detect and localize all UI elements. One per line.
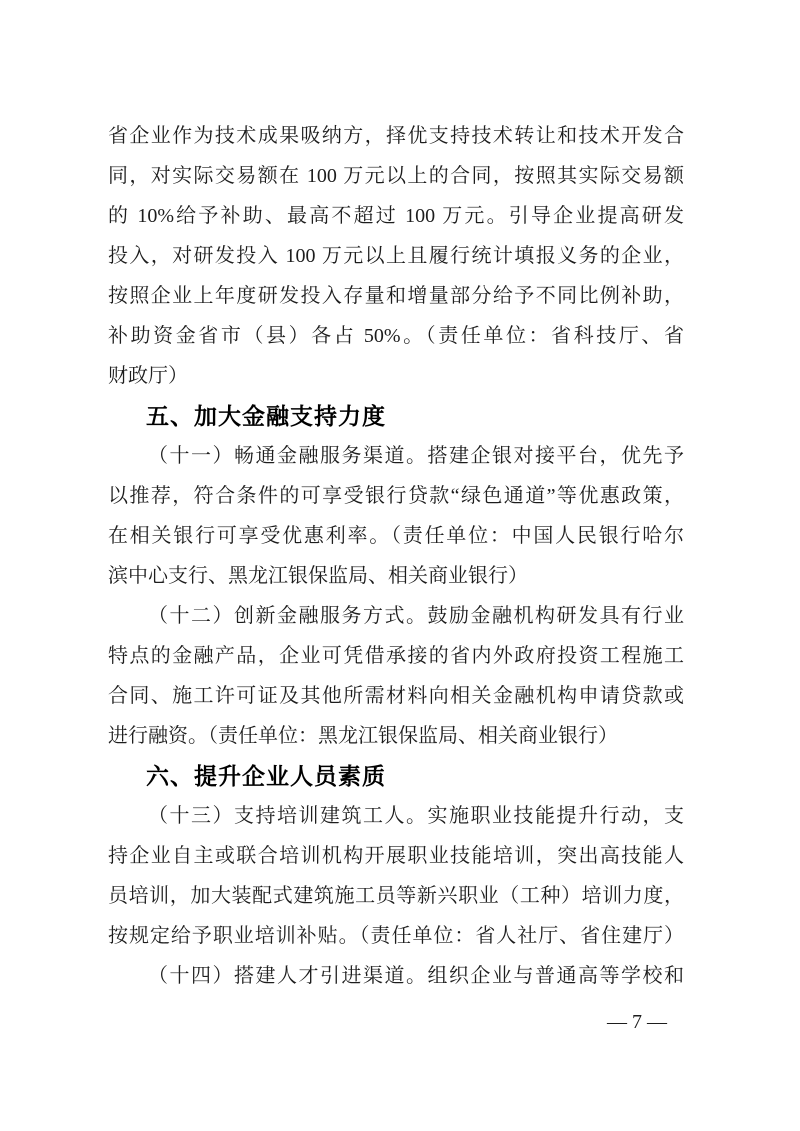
section-heading: 五、加大金融支持力度 (146, 403, 386, 429)
text-line: （十三）支持培训建筑工人。实施职业技能提升行动，支 (148, 805, 684, 827)
body-paragraph (108, 956, 684, 996)
text-line: 以推荐，符合条件的可享受银行贷款“绿色通道”等优惠政策， (108, 485, 684, 507)
text-line: 合同、施工许可证及其他所需材料向相关金融机构申请贷款或 (108, 685, 684, 707)
body-paragraph (108, 116, 684, 396)
text-line: 补助资金省市（县）各占 50%。（责任单位：省科技厅、省 (108, 325, 684, 347)
text-line: 的 10%给予补助、最高不超过 100 万元。引导企业提高研发 (108, 205, 684, 227)
text-line: 财政厅） (108, 365, 188, 387)
text-line: （十二）创新金融服务方式。鼓励金融机构研发具有行业 (148, 605, 684, 627)
text-line: 同，对实际交易额在 100 万元以上的合同，按照其实际交易额 (108, 165, 684, 187)
text-line: （十四）搭建人才引进渠道。组织企业与普通高等学校和 (148, 965, 684, 987)
text-line: 在相关银行可享受优惠利率。（责任单位：中国人民银行哈尔 (108, 525, 684, 547)
text-line: 进行融资。（责任单位：黑龙江银保监局、相关商业银行） (108, 725, 618, 747)
text-line: 特点的金融产品，企业可凭借承接的省内外政府投资工程施工 (108, 645, 684, 667)
text-line: 滨中心支行、黑龙江银保监局、相关商业银行） (108, 565, 528, 587)
body-paragraph (108, 796, 684, 956)
text-line: 投入，对研发投入 100 万元以上且履行统计填报义务的企业， (108, 245, 684, 267)
body-paragraph (108, 436, 684, 596)
document-body (108, 116, 684, 996)
text-line: 省企业作为技术成果吸纳方，择优支持技术转让和技术开发合 (108, 125, 684, 147)
text-line: 按规定给予职业培训补贴。（责任单位：省人社厅、省住建厅） (108, 925, 684, 947)
text-line: 按照企业上年度研发投入存量和增量部分给予不同比例补助， (108, 285, 684, 307)
body-paragraph (108, 596, 684, 756)
text-line: （十一）畅通金融服务渠道。搭建企银对接平台，优先予 (148, 445, 684, 467)
text-line: 员培训，加大装配式建筑施工员等新兴职业（工种）培训力度， (108, 885, 684, 907)
section-heading: 六、提升企业人员素质 (146, 763, 386, 789)
text-line: 持企业自主或联合培训机构开展职业技能培训，突出高技能人 (108, 845, 684, 867)
page-number: — 7 — (607, 1011, 667, 1033)
